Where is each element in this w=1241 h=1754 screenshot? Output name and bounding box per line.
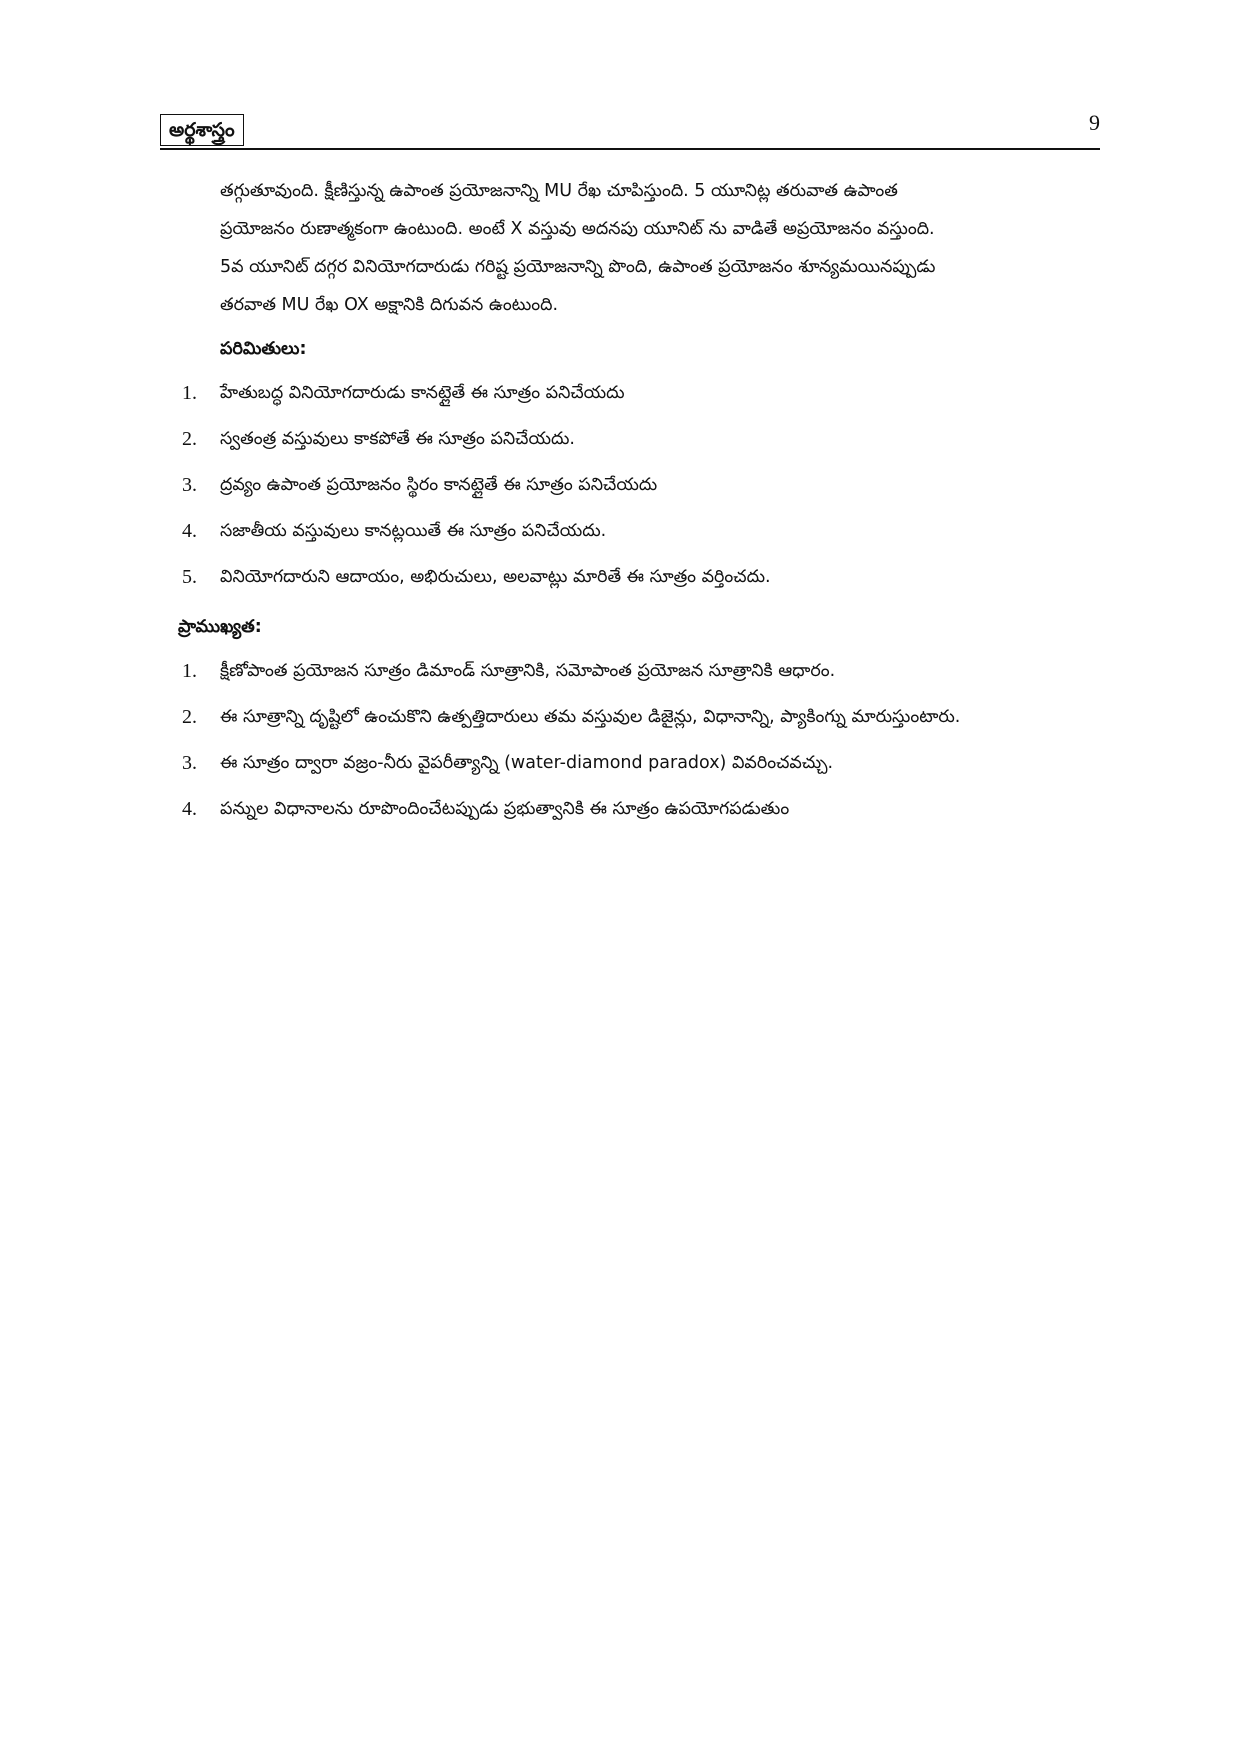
list-number: 4. — [182, 520, 197, 542]
page-body — [178, 172, 1102, 832]
list-number: 2. — [182, 706, 197, 728]
list-item — [178, 740, 1102, 786]
importance-list — [178, 648, 1102, 832]
list-text: ఈ సూత్రం ద్వారా వజ్రం-నీరు వైపరీత్యాన్ని (water-diamond paradox) వివరించవచ్చు. — [220, 753, 834, 773]
list-number: 3. — [182, 752, 197, 774]
importance-heading: ప్రాముఖ్యత: — [178, 617, 262, 637]
list-number: 4. — [182, 798, 197, 820]
list-item — [178, 786, 1102, 832]
paragraph-line: 5వ యూనిట్ దగ్గర వినియోగదారుడు గరిష్ట ప్రయోజనాన్ని పొంది, ఉపాంత ప్రయోజనం శూన్యమయినప్పుడు — [220, 257, 936, 277]
list-number: 1. — [182, 382, 197, 404]
list-item — [178, 508, 1102, 554]
list-number: 1. — [182, 660, 197, 682]
list-item — [178, 370, 1102, 416]
paragraph-line: తగ్గుతూవుంది. క్షీణిస్తున్న ఉపాంత ప్రయోజనాన్ని MU రేఖ చూపిస్తుంది. 5 యూనిట్ల తరువాత ఉపాంత — [220, 181, 898, 201]
paragraph-line: తరవాత MU రేఖ OX అక్షానికి దిగువన ఉంటుంది. — [220, 295, 559, 315]
list-number: 3. — [182, 474, 197, 496]
list-number: 5. — [182, 566, 197, 588]
limitations-heading: పరిమితులు: — [220, 339, 307, 359]
list-item — [178, 694, 1102, 740]
header-title: అర్థశాస్త్రం — [160, 114, 244, 146]
list-text: ద్రవ్యం ఉపాంత ప్రయోజనం స్థిరం కానట్లైతే ఈ సూత్రం పనిచేయదు — [220, 475, 658, 495]
paragraph-line: ప్రయోజనం రుణాత్మకంగా ఉంటుంది. అంటే X వస్తువు అదనపు యూనిట్ ను వాడితే అప్రయోజనం వస్తుంది. — [220, 219, 935, 239]
list-item — [178, 462, 1102, 508]
list-item — [178, 648, 1102, 694]
list-text: స్వతంత్ర వస్తువులు కాకపోతే ఈ సూత్రం పనిచేయదు. — [220, 429, 575, 449]
list-text: ఈ సూత్రాన్ని దృష్టిలో ఉంచుకొని ఉత్పత్తిదారులు తమ వస్తువుల డిజైన్లు, విధానాన్ని, ప్యాకింగ్ను మారుస్తుంటారు. — [220, 707, 961, 727]
list-text: పన్నుల విధానాలను రూపొందించేటప్పుడు ప్రభుత్వానికి ఈ సూత్రం ఉపయోగపడుతుం — [220, 799, 790, 819]
list-item — [178, 416, 1102, 462]
list-item — [178, 554, 1102, 600]
intro-paragraph — [220, 172, 1102, 324]
list-number: 2. — [182, 428, 197, 450]
page-header — [160, 110, 1100, 152]
list-text: క్షీణోపాంత ప్రయోజన సూత్రం డిమాండ్ సూత్రానికి, సమోపాంత ప్రయోజన సూత్రానికి ఆధారం. — [220, 661, 836, 681]
limitations-list — [178, 370, 1102, 600]
list-text: హేతుబద్ధ వినియోగదారుడు కానట్లైతే ఈ సూత్రం పనిచేయదు — [220, 383, 625, 403]
list-text: సజాతీయ వస్తువులు కానట్లయితే ఈ సూత్రం పనిచేయదు. — [220, 521, 607, 541]
list-text: వినియోగదారుని ఆదాయం, అభిరుచులు, అలవాట్లు మారితే ఈ సూత్రం వర్తించదు. — [220, 567, 771, 587]
page-number: 9 — [1089, 110, 1100, 135]
header-rule — [160, 148, 1100, 150]
